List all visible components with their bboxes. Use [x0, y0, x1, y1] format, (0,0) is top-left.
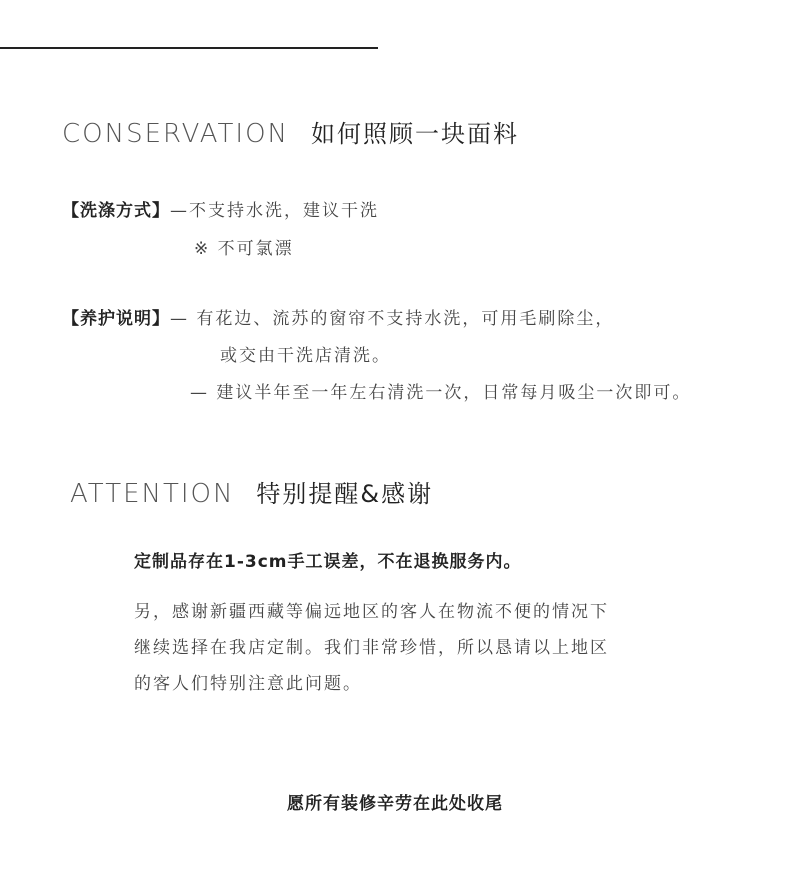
care-instructions-row [62, 304, 614, 329]
care-instructions-line-1: — 有花边、流苏的窗帘不支持水洗，可用毛刷除尘， [170, 309, 615, 329]
top-divider-line [0, 47, 378, 49]
thanks-paragraph-line-3: 的客人们特别注意此问题。 [134, 674, 362, 694]
washing-method-label: 【洗涤方式】 [62, 201, 170, 221]
thanks-paragraph [134, 594, 609, 702]
conservation-title-zh: 如何照顾一块面料 [311, 120, 519, 148]
washing-method-line-1: —不支持水洗，建议干洗 [170, 201, 379, 221]
washing-method-line-2: ※ 不可氯漂 [194, 239, 294, 259]
attention-title-zh: 特别提醒&感谢 [256, 480, 434, 508]
conservation-heading [62, 114, 519, 149]
closing-message: 愿所有装修辛劳在此处收尾 [287, 794, 503, 814]
handmade-error-notice: 定制品存在1-3cm手工误差，不在退换服务内。 [134, 552, 522, 572]
attention-title-en: ATTENTION [70, 479, 235, 509]
care-instructions-label: 【养护说明】 [62, 309, 170, 329]
care-instructions-line-3: — 建议半年至一年左右清洗一次，日常每月吸尘一次即可。 [190, 383, 692, 403]
conservation-title-en: CONSERVATION [62, 119, 289, 149]
care-instructions-line-2: 或交由干洗店清洗。 [220, 346, 391, 366]
thanks-paragraph-line-2: 继续选择在我店定制。我们非常珍惜，所以恳请以上地区 [134, 638, 609, 658]
washing-method-row [62, 196, 379, 221]
thanks-paragraph-line-1: 另，感谢新疆西藏等偏远地区的客人在物流不便的情况下 [134, 602, 609, 622]
attention-heading [70, 474, 433, 509]
